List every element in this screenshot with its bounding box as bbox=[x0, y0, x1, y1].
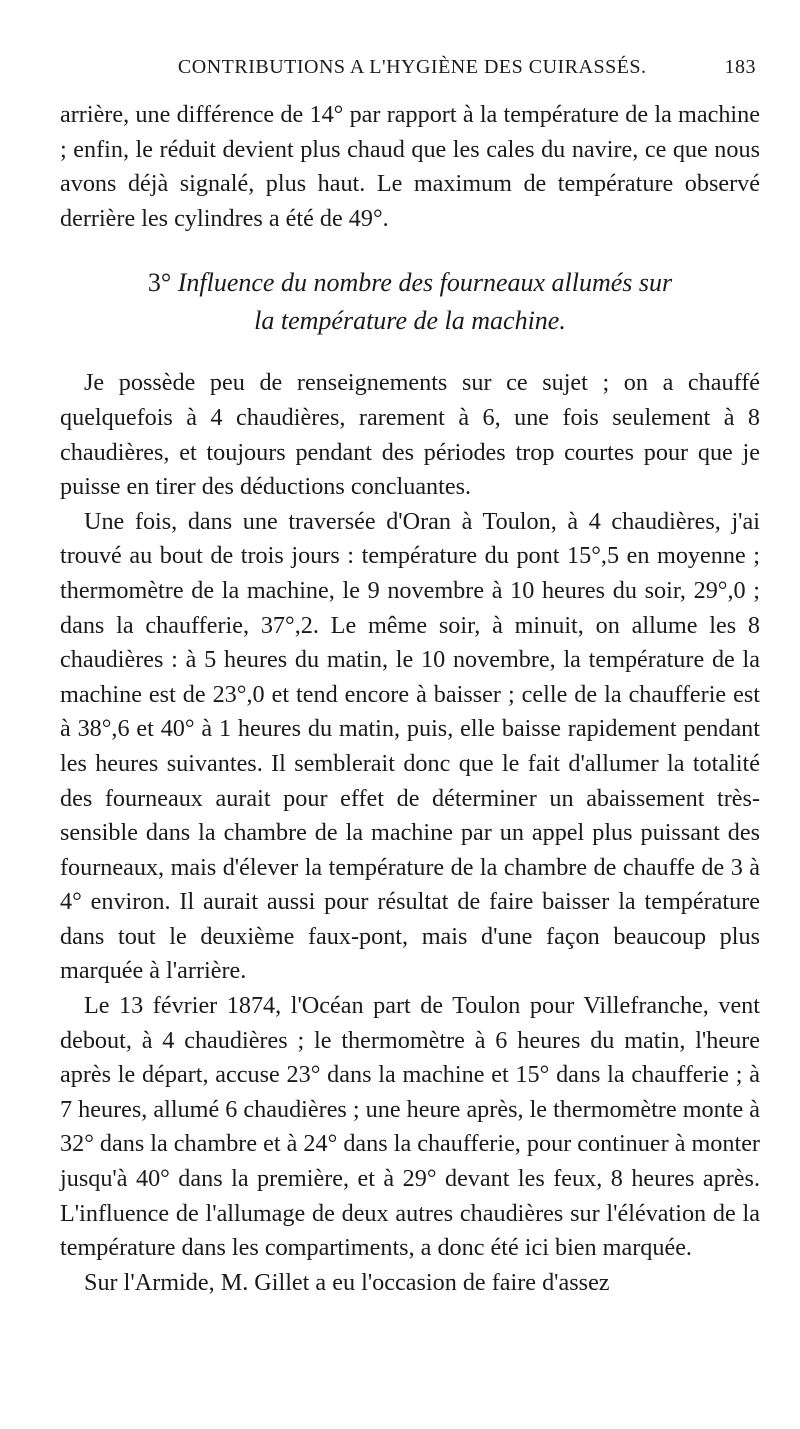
page-number: 183 bbox=[724, 56, 756, 78]
body-text bbox=[60, 98, 760, 1300]
section-heading bbox=[60, 264, 760, 340]
section-number: 3° bbox=[147, 268, 172, 298]
section-title-line-1: Influence du nombre des fourneaux allumés sur bbox=[177, 268, 673, 298]
paragraph-5: Sur l'Armide, M. Gillet a eu l'occasion de faire d'assez bbox=[84, 1268, 610, 1296]
document-page bbox=[60, 56, 760, 1300]
paragraph-3: Une fois, dans une traversée d'Oran à Toulon, à 4 chaudières, j'ai trouvé au bout de trois jours : température du pont 15°,5 en moyenne ; thermomètre de la machine, le 9 novembre à 10 heures du soir, 29°,0 ; dans la chaufferie, 37°,2. Le même soir, à minuit, on allume les 8 chaudières : à 5 heures du matin, le 10 novembre, la température de la machine est de 23°,0 et tend encore à baisser ; celle de la chaufferie est à 38°,6 et 40° à 1 heures du matin, puis, elle baisse rapidement pendant les heures suivantes. Il semblerait donc que le fait d'allumer la totalité des fourneaux aurait pour effet de déterminer un abaissement très-sensible dans la chambre de la machine par un appel plus puissant des fourneaux, mais d'élever la température de la chambre de chauffe de 3 à 4° environ. Il aurait aussi pour résultat de faire baisser la température dans tout le deuxième faux-pont, mais d'une façon beaucoup plus marquée à l'arrière. bbox=[60, 507, 760, 985]
paragraph-1: arrière, une différence de 14° par rapport à la température de la machine ; enfin, le réduit devient plus chaud que les cales du navire, ce que nous avons déjà signalé, plus haut. Le maximum de température observé derrière les cylindres a été de 49°. bbox=[60, 101, 760, 232]
section-title-line-2: la température de la machine. bbox=[254, 306, 566, 336]
paragraph-2: Je possède peu de renseignements sur ce sujet ; on a chauffé quelquefois à 4 chaudières, rarement à 6, une fois seulement à 8 chaudières, et toujours pendant des périodes trop courtes pour que je puisse en tirer des déductions concluantes. bbox=[60, 369, 760, 501]
running-header bbox=[60, 56, 760, 86]
paragraph-4: Le 13 février 1874, l'Océan part de Toulon pour Villefranche, vent debout, à 4 chaudières ; le thermomètre à 6 heures du matin, l'heure après le départ, accuse 23° dans la machine et 15° dans la chaufferie ; à 7 heures, allumé 6 chaudières ; une heure après, le thermomètre monte à 32° dans la chambre et à 24° dans la chaufferie, pour continuer à monter jusqu'à 40° dans la première, et à 29° devant les feux, 8 heures après. L'influence de l'allumage de deux autres chaudières sur l'élévation de la température dans les compartiments, a donc été ici bien marquée. bbox=[60, 992, 760, 1262]
running-title: CONTRIBUTIONS A L'HYGIÈNE DES CUIRASSÉS. bbox=[177, 56, 647, 78]
